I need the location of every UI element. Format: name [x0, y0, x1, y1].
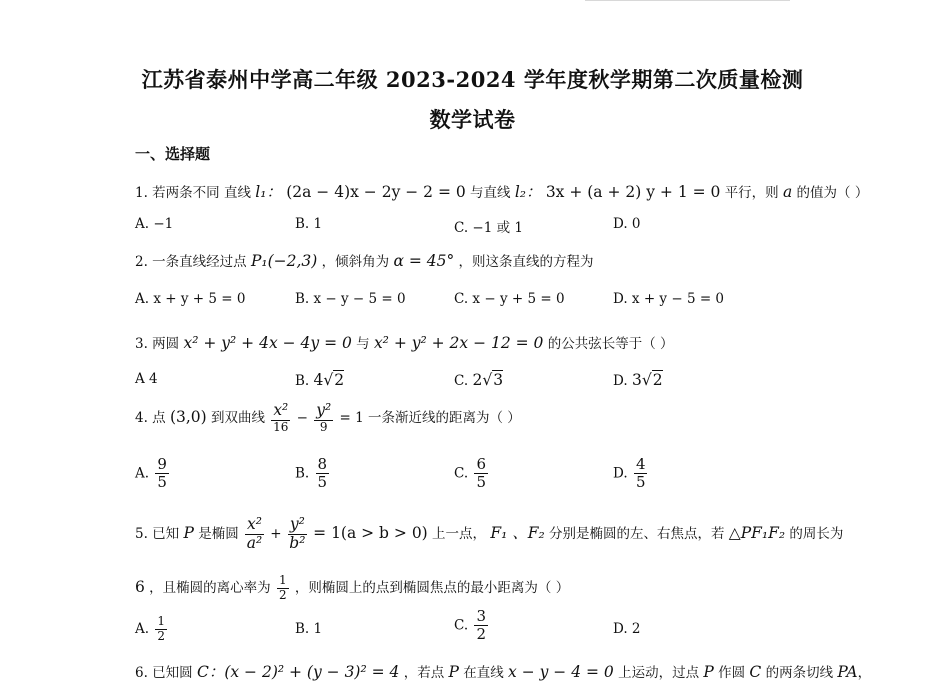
q3-option-d-label: D. [613, 373, 628, 389]
q6-prefix: 6. 已知圆 [135, 665, 193, 681]
q6-circle: C：(x − 2)² + (y − 3)² = 4 [196, 663, 400, 681]
q4-c-num: 6 [476, 455, 486, 473]
q4-option-a-fraction [155, 456, 169, 492]
q5-c-num: 3 [476, 607, 486, 625]
q4-option-c-fraction [474, 456, 488, 492]
q5-plus: + [270, 525, 282, 542]
exam-subtitle: 数学试卷 [429, 107, 516, 132]
q1-l1-label: l₁： [255, 183, 282, 201]
q1-option-a: A. −1 [135, 216, 174, 232]
q4-b-den: 5 [317, 473, 328, 492]
q5-fraction-x [245, 516, 264, 553]
q3-prefix: 3. 两圆 [135, 336, 180, 352]
q4-d-den: 5 [635, 473, 646, 492]
q4-option-b-label: B. [295, 465, 310, 482]
q4-option-d-fraction [634, 456, 648, 492]
q3-option-c-coef: 2 [472, 371, 483, 389]
q5-fx-num: x² [247, 515, 262, 533]
q5-ecc-num: 1 [278, 573, 287, 587]
q5-line2-b: ，则椭圆上的点到椭圆焦点的最小距离为（ ） [294, 579, 570, 596]
q1-mid: 与直线 [470, 185, 511, 201]
q5-a-num: 1 [157, 614, 165, 628]
q5-perimeter-value: 6 [135, 577, 145, 596]
q5-option-a [135, 615, 169, 644]
q2-option-b: B. x − y − 5 = 0 [295, 291, 406, 307]
q3-circle-2: x² + y² + 2x − 12 = 0 [373, 334, 544, 352]
q1-option-b: B. 1 [295, 216, 323, 232]
q1-option-d: D. 0 [613, 216, 641, 232]
q4-fy-den: 9 [319, 419, 328, 434]
q4-option-b-fraction [316, 456, 330, 492]
q3-option-c-radicand: 3 [493, 371, 504, 389]
q5-suffix: 的周长为 [789, 525, 844, 542]
q1-prefix: 1. 若两条不同 直线 [135, 185, 251, 201]
q3-option-d: D. 3√2 [613, 371, 663, 389]
q1-variable: a [782, 183, 793, 201]
q5-option-c [454, 608, 490, 644]
q5-prefix: 5. 已知 [135, 525, 180, 542]
q1-suffix-1: 平行，则 [724, 185, 779, 201]
q3-option-b-coef: 4 [313, 371, 324, 389]
question-4 [135, 402, 521, 435]
q1-l1-equation: (2a − 4)x − 2y − 2 = 0 [286, 183, 466, 201]
q5-foci: F₁ 、F₂ [490, 523, 545, 542]
q5-option-d: D. 2 [613, 621, 641, 637]
q5-ecc-den: 2 [278, 587, 287, 602]
section-heading-choice: 一、选择题 [135, 145, 211, 163]
q4-point: (3,0) [169, 407, 207, 426]
q5-fy-den: b² [289, 533, 306, 552]
q5-mid-2: 上一点， [432, 525, 487, 542]
q2-point: P₁(−2,3) [250, 252, 318, 270]
q5-option-a-label: A. [135, 620, 150, 637]
question-5 [135, 516, 843, 553]
q5-mid-3: 分别是椭圆的左、右焦点，若 [549, 525, 725, 542]
q6-mid-4: 作圆 [718, 665, 746, 681]
q5-fy-num: y² [289, 515, 305, 533]
q6-line: x − y − 4 = 0 [508, 663, 614, 681]
question-3 [135, 332, 674, 352]
q4-option-a [135, 456, 171, 492]
q4-fy-num: y² [316, 401, 332, 419]
q5-a-den: 2 [157, 628, 165, 643]
q4-a-num: 9 [157, 455, 167, 473]
q3-option-a: A 4 [135, 371, 158, 387]
q2-option-d: D. x + y − 5 = 0 [613, 291, 725, 307]
q6-mid-1: ，若点 [403, 665, 445, 681]
q4-c-den: 5 [476, 473, 486, 492]
q5-option-a-fraction [155, 615, 167, 644]
q4-fraction-y [314, 402, 333, 435]
q5-eccentricity [277, 574, 289, 603]
q3-option-b-label: B. [295, 373, 310, 389]
q4-option-b [295, 456, 331, 492]
q4-d-num: 4 [635, 455, 646, 473]
q4-a-den: 5 [157, 473, 167, 492]
q4-option-d [613, 456, 649, 492]
q6-mid-3: 上运动，过点 [618, 665, 700, 681]
q2-suffix: ，则这条直线的方程为 [458, 254, 594, 270]
q5-option-c-fraction [474, 608, 488, 644]
question-1 [135, 180, 868, 202]
q3-option-d-coef: 3 [631, 371, 642, 389]
q4-option-d-label: D. [613, 465, 628, 482]
question-6 [135, 660, 871, 682]
q6-mid-2: 在直线 [463, 665, 504, 681]
question-2 [135, 250, 594, 270]
q2-prefix: 2. 一条直线经过点 [135, 254, 247, 270]
q5-option-b: B. 1 [295, 621, 323, 637]
q3-option-c-label: C. [454, 373, 469, 389]
q4-fraction-x [271, 402, 290, 435]
exam-title: 江苏省泰州中学高二年级 2023-2024 学年度秋学期第二次质量检测 [141, 67, 804, 92]
q6-point-p: P [448, 663, 459, 681]
q4-option-a-label: A. [135, 465, 150, 482]
q3-option-d-radicand: 2 [652, 371, 663, 389]
q5-option-c-label: C. [454, 617, 469, 634]
q2-option-c: C. x − y + 5 = 0 [454, 291, 565, 307]
q3-suffix: 的公共弦长等于（ ） [547, 336, 674, 352]
q3-circle-1: x² + y² + 4x − 4y = 0 [183, 334, 352, 352]
q4-mid: 到双曲线 [211, 409, 266, 426]
q4-minus: − [296, 409, 308, 426]
q4-fx-den: 16 [273, 419, 289, 434]
q1-l2-equation: 3x + (a + 2) y + 1 = 0 [545, 183, 721, 201]
q4-option-c-label: C. [454, 465, 469, 482]
q4-equals: = 1 [339, 409, 364, 426]
q4-option-c [454, 456, 490, 492]
q1-suffix-2: 的值为（ ） [796, 185, 869, 201]
q4-suffix: 一条渐近线的距离为（ ） [367, 409, 521, 426]
question-5-line-2 [135, 574, 569, 603]
q5-point-p: P [183, 523, 194, 542]
q5-fx-den: a² [246, 533, 263, 552]
top-rule [585, 0, 790, 1]
q6-suffix: 的两条切线 [765, 665, 834, 681]
q6-circle-c: C [749, 663, 762, 681]
q4-fx-num: x² [273, 401, 289, 419]
q5-line2-a: ，且椭圆的离心率为 [149, 579, 271, 596]
q1-l2-label: l₂： [514, 183, 542, 201]
q3-option-b-radicand: 2 [334, 371, 345, 389]
q6-point-p-2: P [703, 663, 714, 681]
q5-fraction-y [288, 516, 307, 553]
q5-mid-1: 是椭圆 [198, 525, 239, 542]
q2-angle: α = 45° [393, 252, 455, 270]
q5-triangle: △PF₁F₂ [728, 523, 786, 542]
q2-mid: ，倾斜角为 [321, 254, 390, 270]
q6-end: ， [857, 665, 872, 681]
q4-b-num: 8 [317, 455, 328, 473]
q5-c-den: 2 [476, 625, 486, 644]
q2-option-a: A. x + y + 5 = 0 [135, 291, 246, 307]
q6-tangent-pa: PA [837, 663, 858, 681]
q5-condition: = 1(a > b > 0) [313, 523, 428, 542]
q3-option-b: B. 4√2 [295, 371, 345, 389]
q3-mid: 与 [356, 336, 370, 352]
q1-option-c: C. −1 或 1 [454, 220, 524, 236]
q4-prefix: 4. 点 [135, 409, 166, 426]
q3-option-c: C. 2√3 [454, 371, 504, 389]
